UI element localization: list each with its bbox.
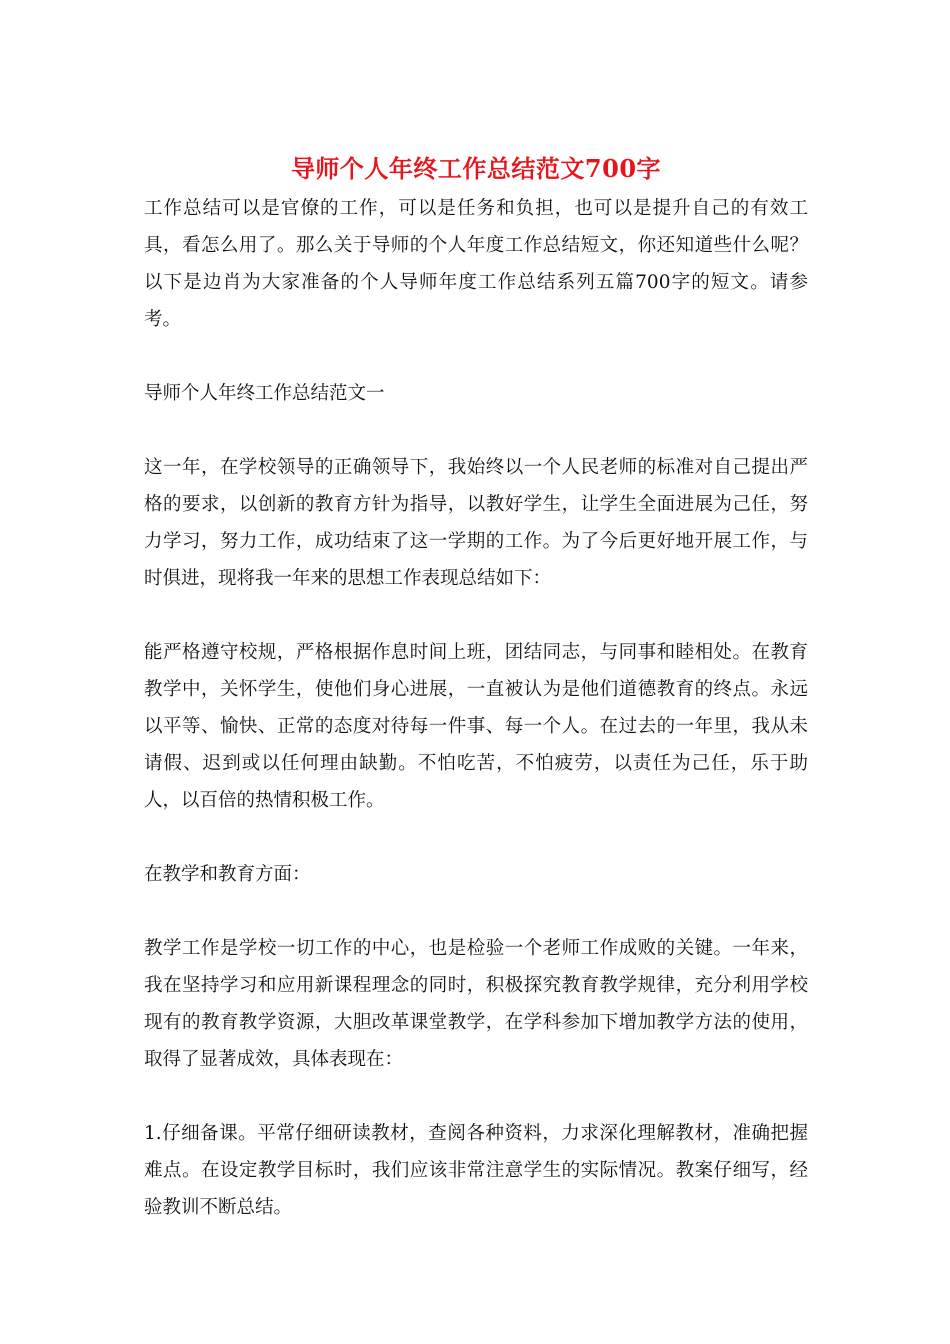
- section-heading: 导师个人年终工作总结范文一: [144, 383, 385, 404]
- body-paragraph: 这一年，在学校领导的正确领导下，我始终以一个人民老师的标准对自己提出严格的要求，以创新的教育方针为指导，以教好学生，让学生全面进展为己任，努力学习，努力工作，成功结束了这一学期的工作。为了今后更好地开展工作，与时俱进，现将我一年来的思想工作表现总结如下：: [144, 457, 808, 589]
- document-title: 导师个人年终工作总结范文700字: [290, 154, 662, 183]
- subsection-heading: 在教学和教育方面：: [144, 864, 311, 885]
- document-body: [144, 148, 808, 1226]
- paragraph-gap: [144, 893, 808, 930]
- intro-paragraph: 工作总结可以是官僚的工作，可以是任务和负担，也可以是提升自己的有效工具，看怎么用了。那么关于导师的个人年度工作总结短文，你还知道些什么呢？以下是边肖为大家准备的个人导师年度工作总结系列五篇700字的短文。请参考。: [144, 198, 808, 330]
- numbered-item: 1.仔细备课。平常仔细研读教材，查阅各种资料，力求深化理解教材，准确把握难点。在设定教学目标时，我们应该非常注意学生的实际情况。教案仔细写，经验教训不断总结。: [144, 1123, 808, 1218]
- paragraph-gap: [144, 338, 808, 375]
- body-paragraph: 能严格遵守校规，严格根据作息时间上班，团结同志，与同事和睦相处。在教育教学中，关怀学生，使他们身心进展，一直被认为是他们道德教育的终点。永远以平等、愉快、正常的态度对待每一件事、每一个人。在过去的一年里，我从未请假、迟到或以任何理由缺勤。不怕吃苦，不怕疲劳，以责任为己任，乐于助人，以百倍的热情积极工作。: [144, 642, 808, 811]
- paragraph-gap: [144, 597, 808, 634]
- paragraph-gap: [144, 1078, 808, 1115]
- body-paragraph: 教学工作是学校一切工作的中心，也是检验一个老师工作成败的关键。一年来，我在坚持学习和应用新课程理念的同时，积极探究教育教学规律，充分利用学校现有的教育教学资源，大胆改革课堂教学，在学科参加下增加教学方法的使用，取得了显著成效，具体表现在：: [144, 938, 808, 1070]
- paragraph-gap: [144, 819, 808, 856]
- paragraph-gap: [144, 412, 808, 449]
